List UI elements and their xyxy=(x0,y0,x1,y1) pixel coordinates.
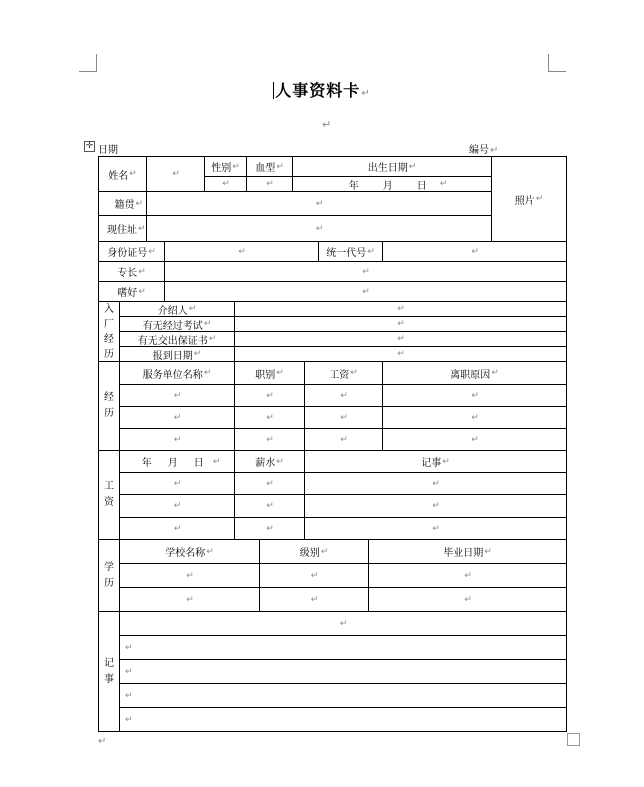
section-char: 厂 xyxy=(104,318,114,330)
education-header-text: 毕业日期 xyxy=(443,548,484,559)
date-part-year: 年 xyxy=(348,180,359,192)
referrer-label-text: 介绍人 xyxy=(157,305,188,317)
salary-cell[interactable] xyxy=(120,473,234,494)
education-cell[interactable] xyxy=(120,588,259,611)
table-border xyxy=(98,731,567,732)
experience-section-label xyxy=(99,362,119,450)
section-char: 入 xyxy=(104,303,114,315)
date-part-month: 月 xyxy=(167,458,178,469)
salary-cell[interactable] xyxy=(235,518,304,539)
note-header-text: 记事 xyxy=(421,458,442,469)
experience-cell[interactable] xyxy=(120,429,234,450)
date-part-month: 月 xyxy=(382,180,393,192)
salary-section-label xyxy=(99,451,119,539)
section-char: 经 xyxy=(104,333,114,345)
table-move-handle-icon[interactable]: ✛ xyxy=(85,141,94,151)
paragraph-mark-icon: ↵ xyxy=(203,368,212,378)
experience-cell[interactable] xyxy=(383,407,566,428)
paragraph-mark-icon: ↵ xyxy=(148,246,156,257)
crop-mark-top-left xyxy=(96,54,97,72)
paragraph-mark-icon: ↵ xyxy=(350,368,358,378)
crop-mark-top-right xyxy=(548,71,566,72)
paragraph-mark-icon: ↵ xyxy=(212,456,221,467)
experience-header[interactable] xyxy=(120,362,234,384)
id-number-label-text: 身份证号 xyxy=(107,248,148,259)
blood-type-label[interactable] xyxy=(247,157,292,176)
entry-section-label xyxy=(99,302,119,361)
section-char: 资 xyxy=(104,497,114,508)
experience-cell[interactable] xyxy=(305,385,382,406)
salary-cell[interactable] xyxy=(305,518,566,539)
paragraph-mark-icon: ↵ xyxy=(266,179,274,189)
salary-cell[interactable] xyxy=(120,495,234,517)
section-char: 经 xyxy=(104,392,114,403)
paragraph-mark-icon: ↵ xyxy=(484,546,492,557)
section-char: 事 xyxy=(104,673,114,685)
paragraph-mark-icon: ↵ xyxy=(439,179,448,189)
paragraph-mark-icon: ↵ xyxy=(173,523,182,534)
paragraph-mark-icon: ↵ xyxy=(315,198,324,209)
native-place-field[interactable] xyxy=(147,192,491,215)
experience-header[interactable] xyxy=(305,362,382,384)
paragraph-mark-icon: ↵ xyxy=(188,304,197,314)
paragraph-mark-icon: ↵ xyxy=(408,161,417,172)
paragraph-mark-icon: ↵ xyxy=(310,570,319,581)
date-part-year: 年 xyxy=(141,458,152,469)
hobby-label[interactable] xyxy=(99,282,164,301)
report-date-label[interactable] xyxy=(120,347,234,361)
paragraph-mark-icon: ↵ xyxy=(206,546,214,557)
experience-cell[interactable] xyxy=(235,429,304,450)
paragraph-mark-icon: ↵ xyxy=(173,412,182,423)
name-label[interactable] xyxy=(99,157,146,191)
paragraph-mark-icon: ↵ xyxy=(266,412,274,423)
specialty-field[interactable] xyxy=(165,262,566,281)
notes-line[interactable] xyxy=(120,684,566,707)
experience-cell[interactable] xyxy=(305,429,382,450)
notes-line[interactable] xyxy=(120,636,566,659)
paragraph-mark-icon: ↵ xyxy=(135,198,143,209)
salary-cell[interactable] xyxy=(305,473,566,494)
paragraph-mark-icon: ↵ xyxy=(397,304,405,314)
gender-label-text: 性别 xyxy=(211,163,232,174)
document-title-text: 人事资料卡 xyxy=(275,81,361,100)
current-address-label[interactable] xyxy=(99,216,146,241)
notes-line[interactable] xyxy=(120,612,566,635)
paragraph-mark-icon: ↵ xyxy=(276,456,284,467)
paragraph-mark-icon: ↵ xyxy=(315,223,324,234)
date-part-day: 日 xyxy=(193,458,204,469)
salary-cell[interactable] xyxy=(120,518,234,539)
pay-header-text: 薪水 xyxy=(255,458,276,469)
paragraph-mark-icon: ↵ xyxy=(266,501,274,511)
paragraph-mark-icon: ↵ xyxy=(367,246,375,257)
paragraph-mark-icon: ↵ xyxy=(203,319,212,329)
unified-code-label[interactable] xyxy=(319,242,382,261)
guarantee-label[interactable] xyxy=(120,332,234,346)
id-number-field[interactable] xyxy=(165,242,318,261)
paragraph-mark-icon: ↵ xyxy=(173,501,182,511)
report-date-label-text: 报到日期 xyxy=(152,350,193,362)
table-resize-handle[interactable] xyxy=(567,733,580,746)
guarantee-field[interactable] xyxy=(235,332,566,346)
paragraph-mark-icon: ↵ xyxy=(125,690,133,701)
birth-date-label-text: 出生日期 xyxy=(367,163,408,174)
paragraph-mark-icon: ↵ xyxy=(138,266,146,277)
paragraph-mark-icon: ↵ xyxy=(362,266,370,277)
gender-label[interactable] xyxy=(205,157,246,176)
education-cell[interactable] xyxy=(120,564,259,587)
experience-cell[interactable] xyxy=(383,429,566,450)
referrer-field[interactable] xyxy=(235,302,566,316)
section-char: 历 xyxy=(104,408,114,419)
section-char: 记 xyxy=(104,657,114,669)
paragraph-mark-icon: ↵ xyxy=(125,642,133,653)
paragraph-mark-icon: ↵ xyxy=(266,434,274,445)
paragraph-mark-icon: ↵ xyxy=(173,434,182,445)
experience-cell[interactable] xyxy=(235,385,304,406)
experience-cell[interactable] xyxy=(305,407,382,428)
experience-header-text: 离职原因 xyxy=(450,369,491,381)
paragraph-mark-icon: ↵ xyxy=(322,118,332,131)
paragraph-mark-icon: ↵ xyxy=(193,349,202,359)
specialty-label[interactable] xyxy=(99,262,164,281)
paragraph-mark-icon: ↵ xyxy=(186,570,194,581)
section-char: 历 xyxy=(104,348,114,360)
education-cell[interactable] xyxy=(260,564,368,587)
education-header[interactable] xyxy=(260,540,368,563)
paragraph-mark-icon: ↵ xyxy=(397,319,405,329)
section-char: 历 xyxy=(104,577,114,589)
blood-type-label-text: 血型 xyxy=(255,163,276,174)
experience-cell[interactable] xyxy=(120,385,234,406)
paragraph-mark-icon: ↵ xyxy=(471,390,479,401)
paragraph-mark-icon: ↵ xyxy=(276,368,284,378)
notes-line[interactable] xyxy=(120,660,566,683)
hobby-label-text: 嗜好 xyxy=(117,288,138,299)
paragraph-mark-icon: ↵ xyxy=(432,478,440,489)
exam-label[interactable] xyxy=(120,317,234,331)
experience-cell[interactable] xyxy=(383,385,566,406)
experience-header[interactable] xyxy=(235,362,304,384)
table-border xyxy=(566,156,567,732)
specialty-label-text: 专长 xyxy=(117,268,138,279)
exam-label-text: 有无经过考试 xyxy=(142,320,203,332)
education-cell[interactable] xyxy=(260,588,368,611)
date-part-day: 日 xyxy=(416,180,427,192)
paragraph-mark-icon: ↵ xyxy=(125,666,133,677)
birth-date-label[interactable] xyxy=(293,157,491,176)
paragraph-mark-icon: ↵ xyxy=(442,456,450,467)
paragraph-mark-icon: ↵ xyxy=(397,349,405,359)
paragraph-mark-icon: ↵ xyxy=(432,523,440,534)
experience-header[interactable] xyxy=(383,362,566,384)
paragraph-mark-icon: ↵ xyxy=(173,390,182,401)
photo-box[interactable] xyxy=(492,157,566,241)
current-address-field[interactable] xyxy=(147,216,491,241)
paragraph-mark-icon: ↵ xyxy=(276,161,284,172)
paragraph-mark-icon: ↵ xyxy=(98,736,107,747)
paragraph-mark-icon: ↵ xyxy=(266,523,274,534)
education-cell[interactable] xyxy=(369,588,566,611)
photo-box-text: 照片 xyxy=(514,195,535,207)
paragraph-mark-icon: ↵ xyxy=(238,246,246,257)
paragraph-mark-icon: ↵ xyxy=(266,390,274,401)
education-header-text: 学校名称 xyxy=(165,548,206,559)
paragraph-mark-icon: ↵ xyxy=(320,546,329,557)
paragraph-mark-icon: ↵ xyxy=(172,169,180,179)
salary-cell[interactable] xyxy=(235,473,304,494)
paragraph-mark-icon: ↵ xyxy=(361,88,371,99)
paragraph-mark-icon: ↵ xyxy=(464,594,472,605)
experience-header-text: 服务单位名称 xyxy=(142,369,203,381)
experience-header-text: 工资 xyxy=(329,369,350,381)
native-place-label-text: 籍贯 xyxy=(114,200,135,211)
paragraph-mark-icon: ↵ xyxy=(222,179,230,189)
paragraph-mark-icon: ↵ xyxy=(340,412,348,423)
name-field[interactable] xyxy=(147,157,204,191)
paragraph-mark-icon: ↵ xyxy=(490,145,499,156)
hobby-field[interactable] xyxy=(165,282,566,301)
crop-mark-top-right xyxy=(548,54,549,72)
education-section-label xyxy=(99,540,119,611)
paragraph-mark-icon: ↵ xyxy=(232,161,240,172)
referrer-label[interactable] xyxy=(120,302,234,316)
document-title[interactable] xyxy=(0,78,644,101)
paragraph-mark-icon: ↵ xyxy=(491,368,499,378)
paragraph-mark-icon: ↵ xyxy=(266,478,274,489)
paragraph-mark-icon: ↵ xyxy=(471,434,479,445)
experience-cell[interactable] xyxy=(120,407,234,428)
gender-field[interactable] xyxy=(205,177,246,191)
paragraph-mark-icon: ↵ xyxy=(432,501,440,511)
education-header-text: 级别 xyxy=(299,548,320,559)
education-cell[interactable] xyxy=(369,564,566,587)
paragraph-mark-icon: ↵ xyxy=(186,594,194,605)
salary-date-header[interactable] xyxy=(120,451,234,472)
current-address-label-text: 现住址 xyxy=(107,225,137,236)
paragraph-mark-icon: ↵ xyxy=(208,334,217,344)
paragraph-mark-icon: ↵ xyxy=(173,478,182,489)
notes-line[interactable] xyxy=(120,708,566,731)
crop-mark-top-left xyxy=(79,71,97,72)
report-date-field[interactable] xyxy=(235,347,566,361)
note-header[interactable] xyxy=(305,451,566,472)
paragraph-mark-icon: ↵ xyxy=(362,286,370,297)
id-number-label[interactable] xyxy=(99,242,164,261)
paragraph-mark-icon: ↵ xyxy=(397,334,405,344)
paragraph-mark-icon: ↵ xyxy=(464,570,472,581)
paragraph-mark-icon: ↵ xyxy=(340,434,348,445)
paragraph-mark-icon: ↵ xyxy=(535,194,544,204)
section-char: 学 xyxy=(104,561,114,573)
name-label-text: 姓名 xyxy=(108,170,129,182)
number-label: 编号↵ xyxy=(469,145,499,156)
pay-header[interactable] xyxy=(235,451,304,472)
guarantee-label-text: 有无交出保证书 xyxy=(137,335,208,347)
paragraph-mark-icon: ↵ xyxy=(471,412,479,423)
experience-cell[interactable] xyxy=(235,407,304,428)
birth-date-field[interactable] xyxy=(293,177,491,191)
exam-field[interactable] xyxy=(235,317,566,331)
education-header[interactable] xyxy=(120,540,259,563)
native-place-label[interactable] xyxy=(99,192,146,215)
paragraph-mark-icon: ↵ xyxy=(340,390,348,401)
section-char: 工 xyxy=(104,481,114,492)
notes-section-label xyxy=(99,612,119,731)
paragraph-mark-icon: ↵ xyxy=(471,246,479,257)
blood-type-field[interactable] xyxy=(247,177,292,191)
paragraph-mark-icon: ↵ xyxy=(129,169,137,179)
education-header[interactable] xyxy=(369,540,566,563)
paragraph-mark-icon: ↵ xyxy=(138,223,146,234)
experience-header-text: 职别 xyxy=(255,369,276,381)
paragraph-mark-icon: ↵ xyxy=(125,714,133,725)
date-label: 日期 xyxy=(98,145,118,156)
salary-cell[interactable] xyxy=(235,495,304,517)
paragraph-mark-icon: ↵ xyxy=(339,618,348,629)
unified-code-field[interactable] xyxy=(383,242,566,261)
unified-code-label-text: 统一代号 xyxy=(326,248,367,259)
paragraph-mark-icon: ↵ xyxy=(310,594,319,605)
paragraph-mark-icon: ↵ xyxy=(138,286,146,297)
salary-cell[interactable] xyxy=(305,495,566,517)
